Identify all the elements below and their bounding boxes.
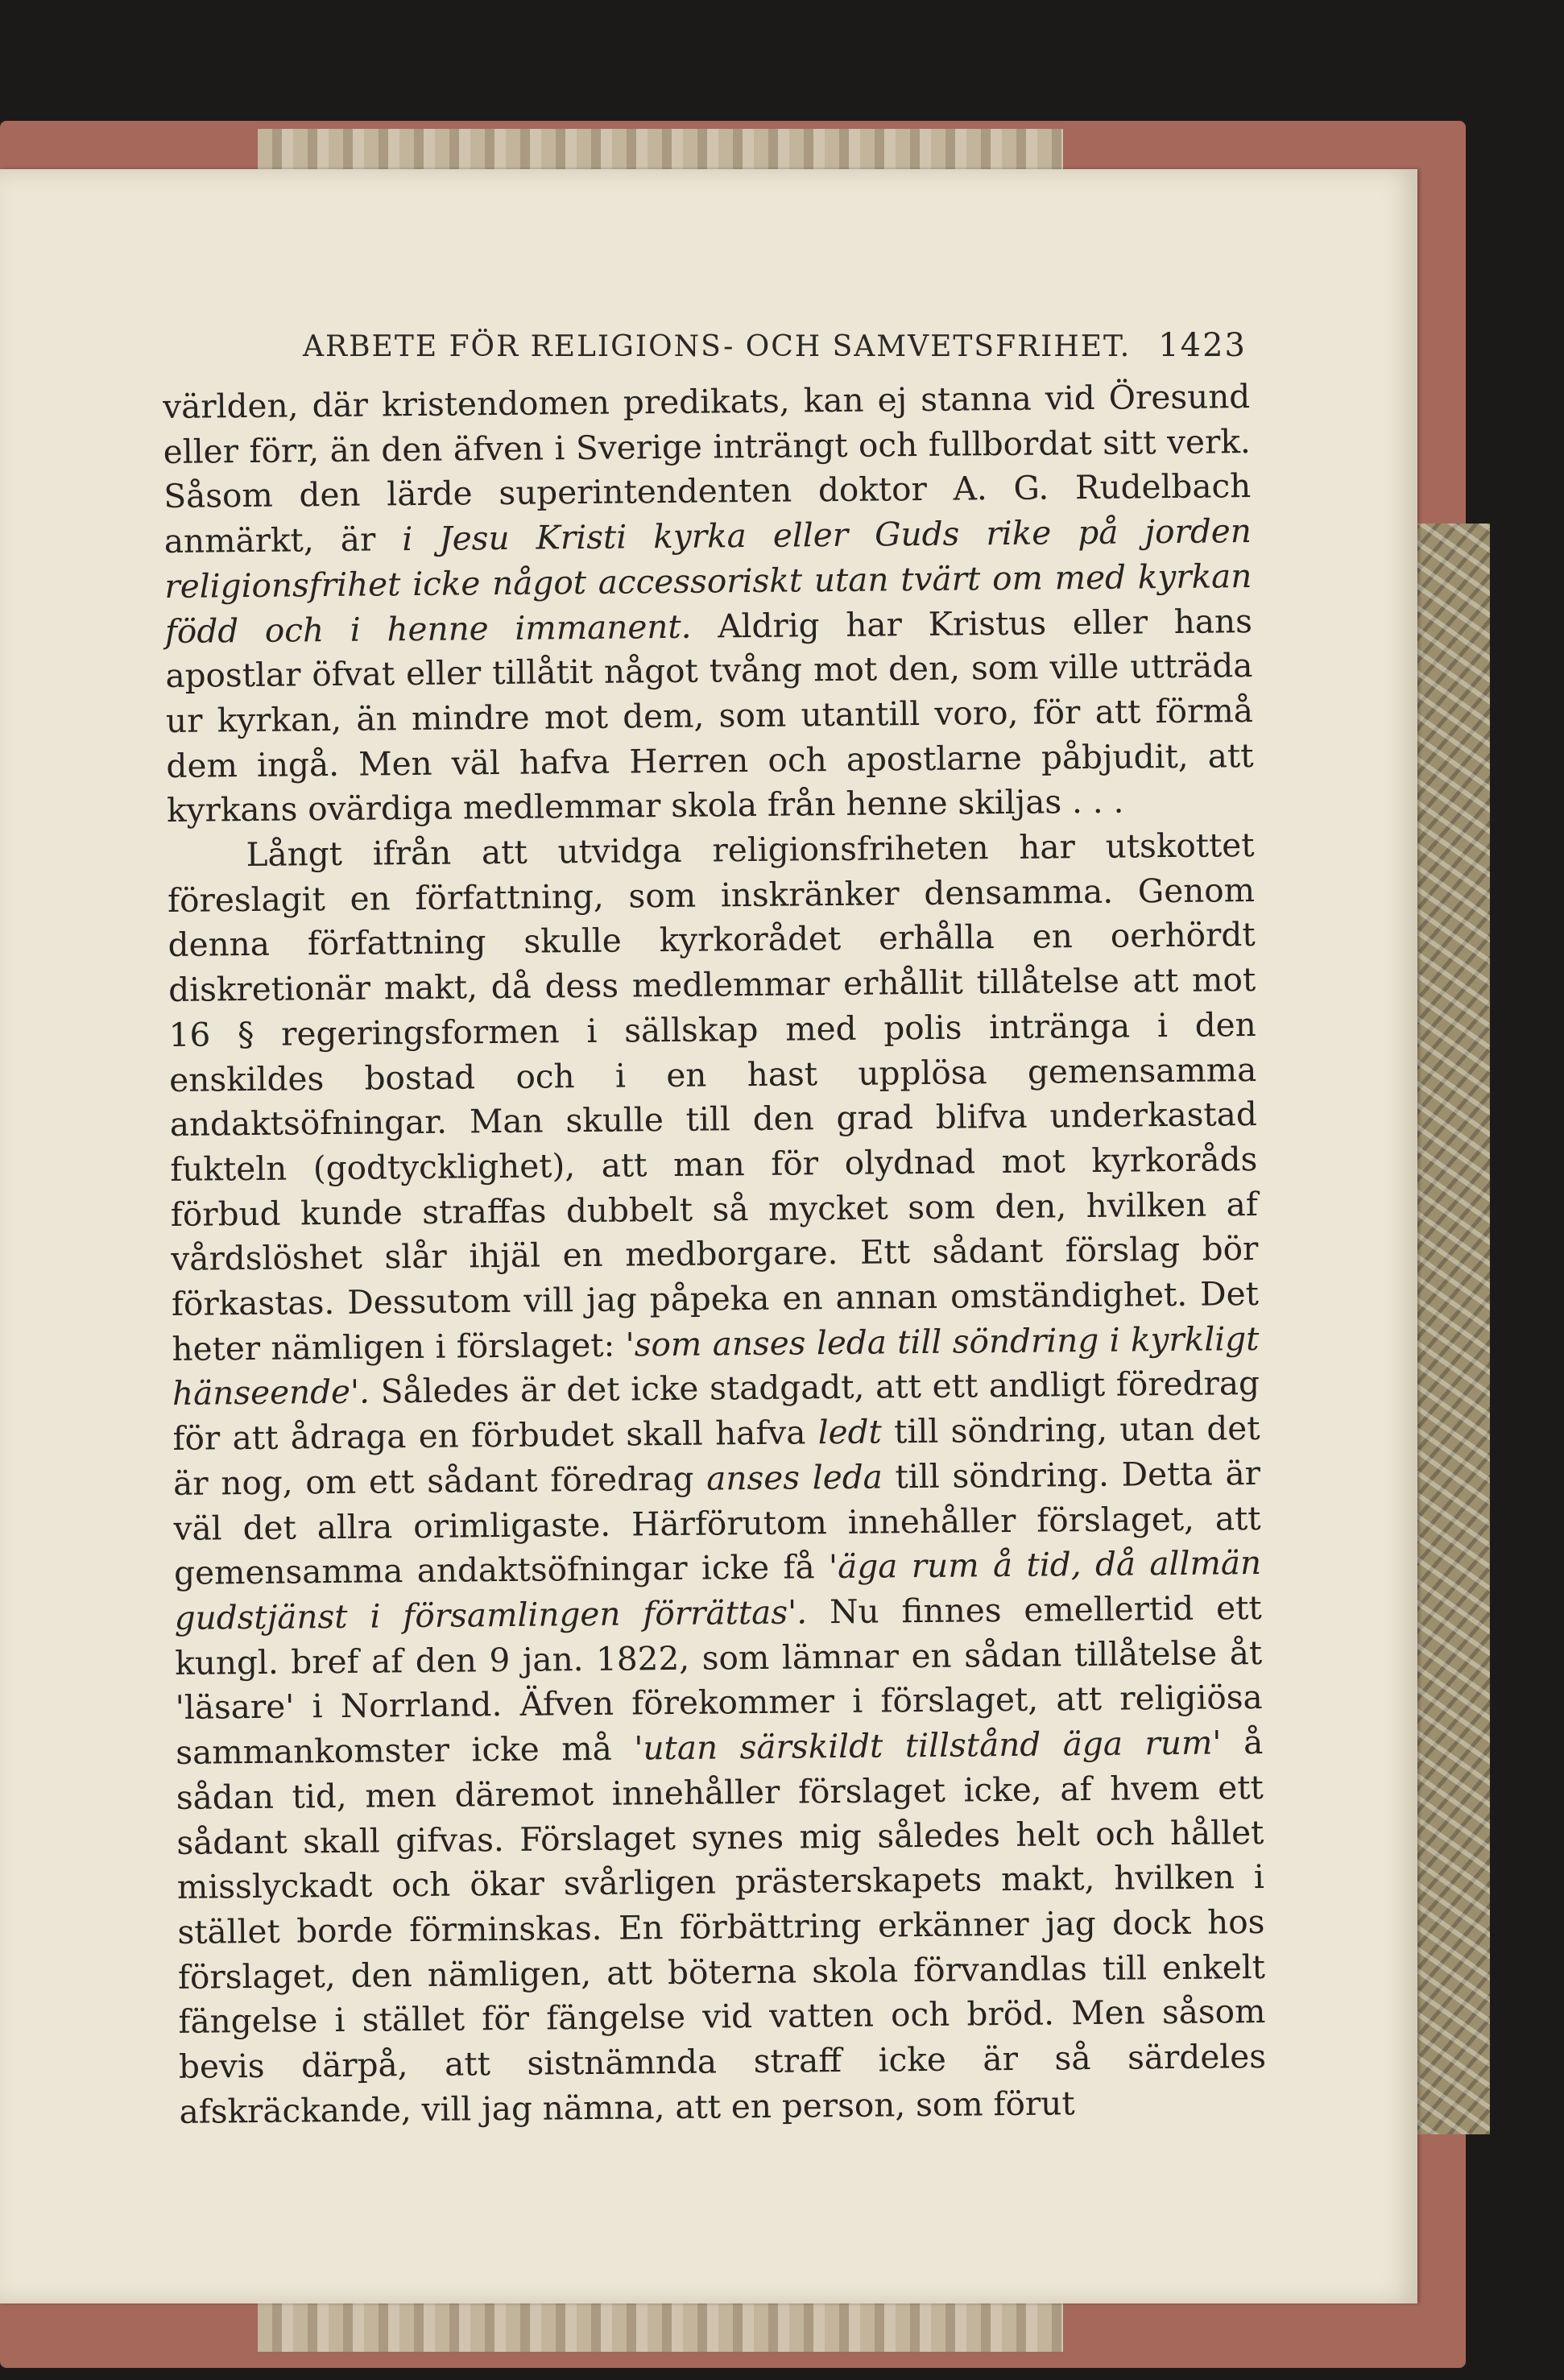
- body-text: [163, 375, 1267, 2134]
- text-run: å sådan tid, men däremot innehåller förslaget icke, af hvem ett sådant skall gifvas. Förslaget synes mig således helt och hållet misslyckadt och ökar svårligen prästerskapets makt, hvilken i stället borde förminskas. En förbättring erkänner jag dock hos förslaget, den nämligen, att böterna skola förvandlas till enkelt fängelse i stället för fängelse vid vatten och bröd. Men såsom bevis därpå, att sistnämnda straff icke är så särdeles afskräckande, vill jag nämna, att en person, som förut: [176, 1723, 1267, 2131]
- italic-quote: 'som anses leda till söndring i kyrkligt hänseende'.: [172, 1318, 1260, 1414]
- text-run: Långt ifrån att utvidga religionsfriheten har utskottet föreslagit en författning, som inskränker densamma. Genom denna författning skulle kyrkorådet erhålla en oerhördt diskretionär makt, då dess medlemmar erhållit tillåtelse att mot 16 § regeringsformen i sällskap med polis intränga i den enskildes bostad och i en hast upplösa gemensamma andaktsöfningar. Man skulle till den grad blifva underkastad fukteln (godtycklighet), att man för olydnad mot kyrkoråds förbud kunde straffas dubbelt så mycket som den, hvilken af vårdslöshet slår ihjäl en medborgare. Ett sådant förslag bör förkastas. Dessutom vill jag påpeka en annan omständighet. Det heter nämligen i förslaget:: [167, 826, 1260, 1368]
- text-run: Aldrig har Kristus eller hans apostlar öfvat eller tillåtit något tvång mot den, som ville utträda ur kyrkan, än mindre mot dem, som utantill voro, för att förmå dem ingå. Men väl hafva Herren och apostlarne påbjudit, att kyrkans ovärdiga medlemmar skola från henne skiljas . . .: [165, 601, 1254, 830]
- running-head: [161, 316, 1248, 364]
- italic-word: ledt: [817, 1412, 883, 1452]
- cover-bottom-band: [258, 2295, 1063, 2352]
- running-title: ARBETE FÖR RELIGIONS- OCH SAMVETSFRIHET.: [303, 330, 1132, 363]
- italic-quote: 'äga rum å tid, då allmän gudstjänst i församlingen förrättas'.: [174, 1543, 1262, 1637]
- text-run: till söndring. Detta är väl det allra orimligaste. Härförutom innehåller förslaget, att gemensamma andaktsöfningar icke få: [173, 1453, 1261, 1593]
- text-run: Nu finnes emellertid ett kungl. bref af den 9 jan. 1822, som lämnar en sådan tillåtelse åt 'läsare' i Norrland. Äfven förekommer i förslaget, att religiösa sammankomster icke må: [175, 1587, 1263, 1773]
- text-run: till söndring, utan det är nog, om ett sådant föredrag: [172, 1409, 1260, 1503]
- text-run: Således är det icke stadgadt, att ett andligt föredrag för att ådraga en förbudet skall hafva: [172, 1364, 1260, 1459]
- paragraph: [167, 823, 1266, 2134]
- page-number: 1423: [1158, 327, 1247, 364]
- italic-quote: i Jesu Kristi kyrka eller Guds rike på jorden religionsfrihet icke något accessoriskt utan tvärt om med kyrkan född och i henne immanent.: [164, 511, 1252, 651]
- italic-quote: 'utan särskildt tillstånd äga rum': [634, 1723, 1222, 1768]
- paragraph: [163, 375, 1254, 834]
- italic-word: anses leda: [706, 1457, 883, 1498]
- text-run: världen, där kristendomen predikats, kan ej stanna vid Öresund eller förr, än den äfven i Sverige inträngt och fullbordat sitt verk. Såsom den lärde superintendenten doktor A. G. Rudelbach anmärkt, är: [163, 377, 1252, 561]
